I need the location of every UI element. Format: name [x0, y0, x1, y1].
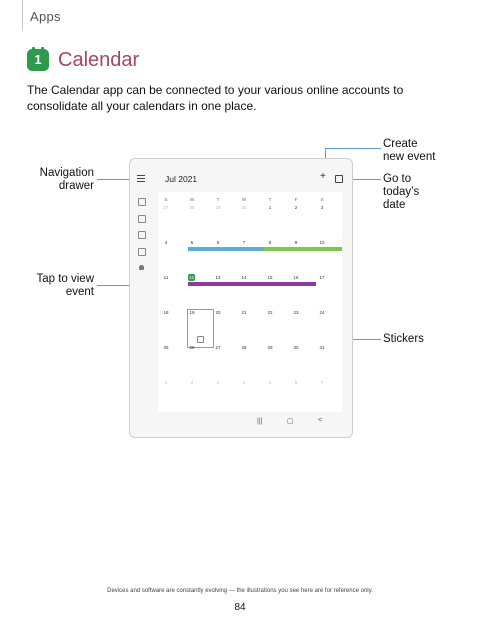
- calendar-day[interactable]: 5: [268, 380, 272, 385]
- calendar-day[interactable]: 4: [164, 240, 168, 245]
- callout-tap-to-view-event: [20, 273, 94, 299]
- callout-stickers: Stickers: [383, 333, 424, 345]
- calendar-day[interactable]: 7: [242, 240, 246, 245]
- event-bar-green[interactable]: [264, 247, 342, 251]
- sticker-icon[interactable]: [197, 336, 204, 343]
- calendar-day[interactable]: 28: [241, 345, 247, 350]
- calendar-day[interactable]: 19: [189, 310, 195, 315]
- callout-navigation-drawer: [20, 167, 94, 193]
- callout-line: Create: [383, 138, 418, 150]
- calendar-day[interactable]: 17: [319, 275, 325, 280]
- calendar-icon-number: 1: [34, 52, 42, 67]
- weekday-label: T: [216, 197, 220, 202]
- calendar-day[interactable]: 29: [215, 205, 221, 210]
- calendar-day[interactable]: 1: [164, 380, 168, 385]
- weekday-label: F: [294, 197, 298, 202]
- calendar-day[interactable]: 9: [294, 240, 298, 245]
- callout-line: today’s: [383, 186, 420, 198]
- rail-reminder-icon[interactable]: [139, 265, 144, 270]
- calendar-day[interactable]: 10: [319, 240, 325, 245]
- weekday-label: S: [164, 197, 168, 202]
- callout-line: date: [383, 199, 406, 211]
- calendar-day[interactable]: 14: [241, 275, 247, 280]
- calendar-day[interactable]: 3: [216, 380, 220, 385]
- page-number: 84: [234, 602, 246, 613]
- callout-line: Navigation: [39, 167, 94, 179]
- calendar-day[interactable]: 27: [215, 345, 221, 350]
- calendar-day[interactable]: 29: [267, 345, 273, 350]
- calendar-day[interactable]: 31: [319, 345, 325, 350]
- calendar-day[interactable]: 2: [294, 205, 298, 210]
- hamburger-menu-icon[interactable]: [137, 175, 145, 182]
- month-grid: [158, 192, 342, 412]
- calendar-day[interactable]: 8: [268, 240, 272, 245]
- callout-create-new-event: [383, 138, 463, 164]
- calendar-day[interactable]: 3: [320, 205, 324, 210]
- calendar-day[interactable]: 25: [163, 345, 169, 350]
- calendar-day[interactable]: 1: [268, 205, 272, 210]
- calendar-day[interactable]: 2: [190, 380, 194, 385]
- calendar-day[interactable]: 6: [294, 380, 298, 385]
- calendar-day[interactable]: 16: [293, 275, 299, 280]
- callout-connector: [325, 148, 381, 149]
- section-divider: [22, 0, 23, 30]
- calendar-day[interactable]: 18: [163, 310, 169, 315]
- callout-line: drawer: [58, 180, 94, 192]
- calendar-day[interactable]: 21: [241, 310, 247, 315]
- rail-day-icon[interactable]: [138, 248, 146, 256]
- calendar-day[interactable]: 22: [267, 310, 273, 315]
- rail-year-icon[interactable]: [138, 198, 146, 206]
- rail-month-icon[interactable]: [138, 215, 146, 223]
- calendar-day[interactable]: 30: [293, 345, 299, 350]
- month-title[interactable]: Jul 2021: [165, 174, 198, 184]
- callout-line: Go to: [383, 173, 412, 185]
- weekday-label: M: [190, 197, 194, 202]
- calendar-today-icon[interactable]: [335, 175, 343, 183]
- weekday-label: W: [241, 197, 247, 202]
- calendar-day[interactable]: 23: [293, 310, 299, 315]
- intro-paragraph: The Calendar app can be connected to your various online accounts to consolidate all your calendars in one place.: [27, 83, 404, 113]
- calendar-day[interactable]: 28: [189, 205, 195, 210]
- today-marker[interactable]: 12: [188, 275, 194, 280]
- calendar-day[interactable]: 26: [189, 345, 195, 350]
- callout-connector: [97, 179, 133, 180]
- callout-line: new event: [383, 151, 436, 163]
- disclaimer-text: Devices and software are constantly evolving — the illustrations you see here are for reference only.: [107, 588, 373, 594]
- calendar-day[interactable]: 7: [320, 380, 324, 385]
- callout-line: event: [65, 286, 94, 298]
- rail-week-icon[interactable]: [138, 231, 146, 239]
- recents-button[interactable]: |||: [257, 418, 263, 425]
- calendar-day[interactable]: 11: [163, 275, 169, 280]
- event-bar-blue[interactable]: [188, 247, 264, 251]
- calendar-day[interactable]: 15: [267, 275, 273, 280]
- calendar-day[interactable]: 27: [163, 205, 169, 210]
- calendar-day[interactable]: 13: [215, 275, 221, 280]
- plus-icon[interactable]: +: [320, 171, 326, 182]
- callout-go-to-today: [383, 173, 463, 212]
- back-button[interactable]: <: [318, 417, 323, 424]
- calendar-app-icon: [27, 49, 49, 71]
- weekday-label: T: [268, 197, 272, 202]
- section-title: Apps: [30, 9, 61, 24]
- calendar-day[interactable]: 5: [190, 240, 194, 245]
- calendar-day[interactable]: 20: [215, 310, 221, 315]
- weekday-label: S: [320, 197, 324, 202]
- calendar-day[interactable]: 24: [319, 310, 325, 315]
- calendar-day[interactable]: 4: [242, 380, 246, 385]
- calendar-day[interactable]: 6: [216, 240, 220, 245]
- page-heading: Calendar: [58, 49, 140, 71]
- calendar-day[interactable]: 30: [241, 205, 247, 210]
- home-button[interactable]: ▢: [287, 418, 294, 425]
- event-bar-purple[interactable]: [188, 282, 316, 286]
- callout-line: Tap to view: [36, 273, 94, 285]
